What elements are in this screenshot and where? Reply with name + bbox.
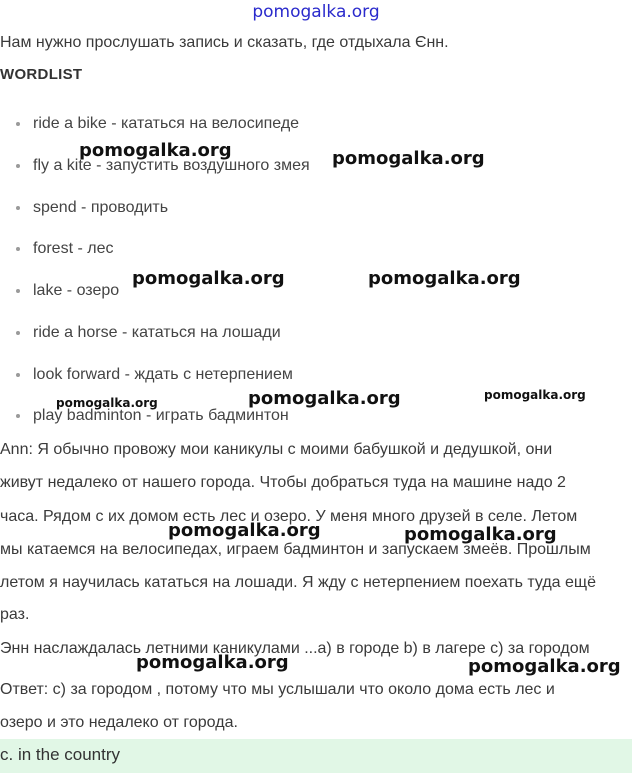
site-header-watermark: pomogalka.org [252,2,380,22]
passage-line: летом я научилась кататься на лошади. Я жду с нетерпением поехать туда ещё [0,574,596,591]
watermark-stamp: pomogalka.org [468,656,621,677]
bullet-icon [16,414,20,418]
watermark-stamp: pomogalka.org [56,396,158,410]
bullet-icon [16,331,20,335]
watermark-stamp: pomogalka.org [168,520,321,541]
watermark-stamp: pomogalka.org [332,148,485,169]
watermark-stamp: pomogalka.org [404,524,557,545]
passage-line: Ann: Я обычно провожу мои каникулы с моими бабушкой и дедушкой, они [0,441,553,458]
watermark-stamp: pomogalka.org [79,140,232,161]
answer-line: Ответ: с) за городом , потому что мы услышали что около дома есть лес и [0,681,555,698]
watermark-stamp: pomogalka.org [368,268,521,289]
passage-line: раз. [0,606,30,623]
bullet-icon [16,373,20,377]
wordlist-heading: WORDLIST [0,66,83,83]
passage-line: часа. Рядом с их домом есть лес и озеро. У меня много друзей в селе. Летом [0,508,578,525]
bullet-icon [16,164,20,168]
passage-line: живут недалеко от нашего города. Чтобы добраться туда на машине надо 2 [0,474,566,491]
watermark-stamp: pomogalka.org [132,268,285,289]
answer-line: озеро и это недалеко от города. [0,714,238,731]
question-text: Энн наслаждалась летними каникулами ...а) в городе b) в лагере с) за городом [0,640,590,657]
final-answer-text: c. in the country [0,745,121,764]
bullet-icon [16,206,20,210]
watermark-stamp: pomogalka.org [248,388,401,409]
watermark-stamp: pomogalka.org [136,652,289,673]
bullet-icon [16,289,20,293]
bullet-icon [16,122,20,126]
bullet-icon [16,247,20,251]
passage-line: мы катаемся на велосипедах, играем бадминтон и запускаем змеёв. Прошлым [0,541,591,558]
task-text: Нам нужно прослушать запись и сказать, где отдыхала Єнн. [0,34,449,51]
final-answer-box [0,739,632,773]
watermark-stamp: pomogalka.org [484,388,586,402]
